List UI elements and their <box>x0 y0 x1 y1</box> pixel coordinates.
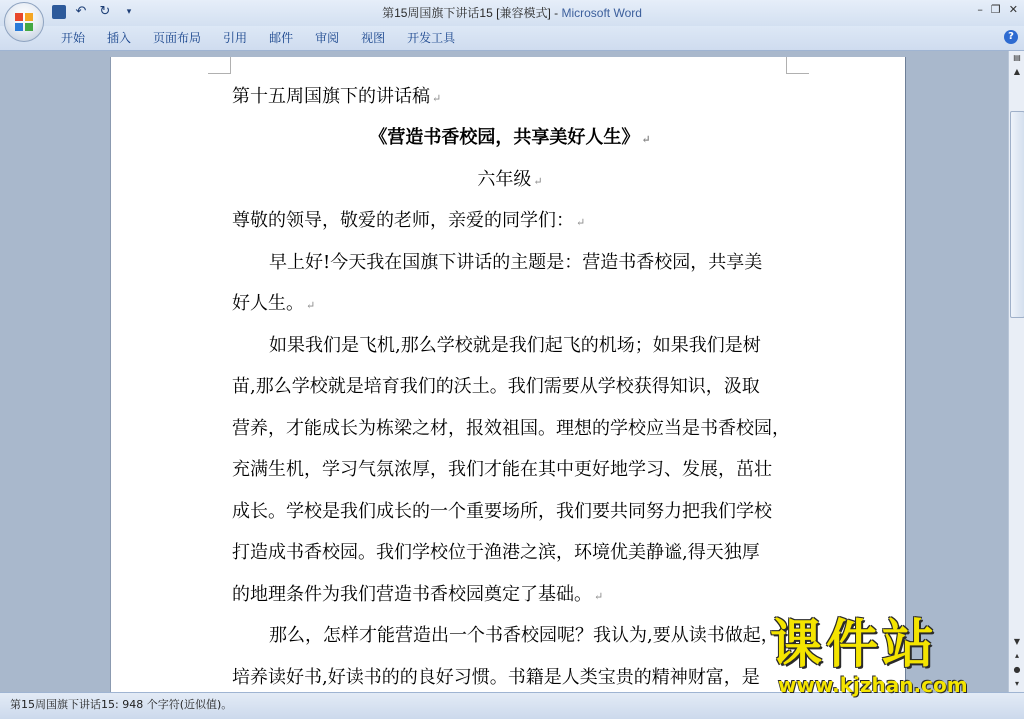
scroll-up-icon[interactable]: ▲ <box>1013 67 1021 76</box>
browse-object-icon[interactable]: ● <box>1013 665 1021 674</box>
app-name: Microsoft Word <box>561 6 642 20</box>
undo-icon[interactable]: ↶ <box>75 4 87 19</box>
ribbon-tabs <box>50 26 466 50</box>
doc-line: 尊敬的领导，敬爱的老师，亲爱的同学们： ↵ <box>232 210 586 231</box>
doc-line: 成长。学校是我们成长的一个重要场所，我们要共同努力把我们学校 <box>232 501 772 522</box>
help-icon[interactable]: ? <box>1004 30 1018 44</box>
ribbon <box>0 26 1024 51</box>
scroll-down-icon[interactable]: ▼ <box>1013 637 1021 646</box>
scroll-thumb[interactable] <box>1010 111 1024 318</box>
customize-qat-icon[interactable]: ▾ <box>126 7 132 17</box>
window-controls <box>977 3 1018 16</box>
document-title: 第15周国旗下讲话15 [兼容模式] <box>382 6 551 20</box>
office-button[interactable] <box>4 2 44 42</box>
doc-line: 那么，怎样才能营造出一个书香校园呢？我认为,要从读书做起， <box>269 625 779 646</box>
tab-references[interactable]: 引用 <box>223 31 248 45</box>
close-icon[interactable]: ✕ <box>1008 3 1018 16</box>
tab-insert[interactable]: 插入 <box>107 31 132 45</box>
document-area <box>0 51 1008 692</box>
doc-line: 早上好!今天我在国旗下讲话的主题是：营造书香校园，共享美 <box>269 252 763 273</box>
doc-line: 的地理条件为我们营造书香校园奠定了基础。 ↵ <box>232 584 604 605</box>
document-page[interactable] <box>110 57 906 692</box>
window-title <box>0 0 1024 26</box>
doc-subheading: 六年级 ↵ <box>477 169 543 190</box>
prev-page-icon[interactable]: ▴ <box>1014 651 1019 660</box>
restore-icon[interactable]: ❐ <box>990 3 1001 16</box>
doc-line: 好人生。 ↵ <box>232 293 316 314</box>
doc-line: 培养读好书,好读书的的良好习惯。书籍是人类宝贵的精神财富，是 <box>232 667 760 688</box>
tab-developer[interactable]: 开发工具 <box>407 31 456 45</box>
tab-review[interactable]: 审阅 <box>315 31 340 45</box>
vertical-scrollbar[interactable] <box>1008 51 1024 692</box>
tab-view[interactable]: 视图 <box>361 31 386 45</box>
doc-heading: 《营造书香校园，共享美好人生》 ↵ <box>369 127 651 148</box>
next-page-icon[interactable]: ▾ <box>1014 679 1019 688</box>
office-logo-icon <box>14 12 34 32</box>
watermark-url: www.kjzhan.com <box>778 673 968 697</box>
doc-line: 第十五周国旗下的讲话稿 ↵ <box>232 86 442 107</box>
title-bar <box>0 0 1024 27</box>
margin-corner-top-right <box>786 57 809 74</box>
title-separator: - <box>550 6 562 20</box>
tab-home[interactable]: 开始 <box>61 31 86 45</box>
doc-line: 营养，才能成长为栋梁之材，报效祖国。理想的学校应当是书香校园， <box>232 418 790 439</box>
redo-icon[interactable]: ↻ <box>99 4 111 19</box>
ruler-toggle-icon[interactable]: ▤ <box>1013 53 1021 62</box>
doc-line: 打造成书香校园。我们学校位于渔港之滨，环境优美静谧,得天独厚 <box>232 542 760 563</box>
doc-line: 苗,那么学校就是培育我们的沃土。我们需要从学校获得知识，汲取 <box>232 376 760 397</box>
watermark-logo <box>770 616 1010 696</box>
word-count-status[interactable]: 第15周国旗下讲话15: 948 个字符(近似值)。 <box>10 698 233 711</box>
tab-mailings[interactable]: 邮件 <box>269 31 294 45</box>
watermark-title: 课件站 <box>770 615 939 675</box>
margin-corner-top-left <box>208 57 231 74</box>
minimize-icon[interactable]: – <box>977 3 983 16</box>
tab-page-layout[interactable]: 页面布局 <box>153 31 202 45</box>
doc-line: 如果我们是飞机,那么学校就是我们起飞的机场；如果我们是树 <box>269 335 761 356</box>
doc-line: 充满生机，学习气氛浓厚，我们才能在其中更好地学习、发展，茁壮 <box>232 459 772 480</box>
